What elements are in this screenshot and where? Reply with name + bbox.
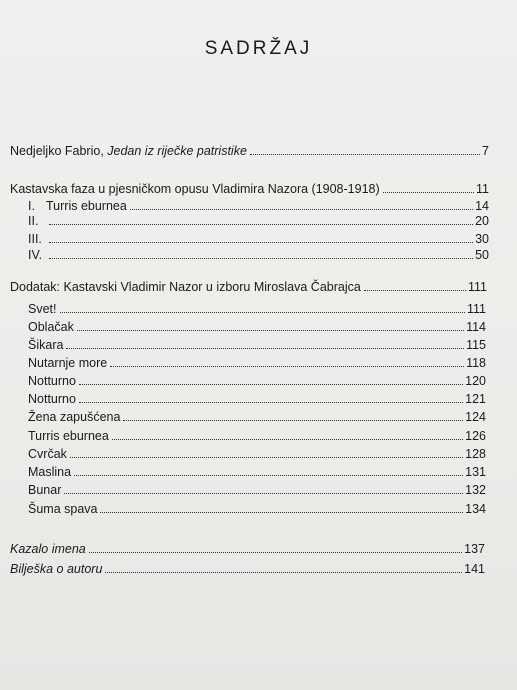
section-number: III. <box>28 232 42 246</box>
toc-subentry-iii <box>28 232 489 246</box>
dot-leader <box>89 552 462 553</box>
toc-poem-oblacak <box>28 320 486 334</box>
page-number: 20 <box>475 214 489 228</box>
page-number: 132 <box>465 483 486 497</box>
page-number: 14 <box>475 199 489 213</box>
page-title: SADRŽAJ <box>204 38 313 59</box>
entry-label: Cvrčak <box>28 447 67 461</box>
dot-leader <box>64 493 463 494</box>
page-number: 50 <box>475 248 489 262</box>
toc-poem-nutarnje-more <box>28 356 486 370</box>
dot-leader <box>130 209 473 210</box>
entry-label: Turris eburnea <box>46 199 127 213</box>
toc-poem-notturno-1 <box>28 374 486 388</box>
toc-entry-foreword <box>10 144 489 158</box>
entry-label: Svet! <box>28 302 57 316</box>
toc-poem-turris-eburnea <box>28 429 486 443</box>
dot-leader <box>250 154 480 155</box>
toc-subentry-iv <box>28 248 489 262</box>
dot-leader <box>123 420 463 421</box>
toc-entry-kazalo-imena <box>10 542 485 556</box>
dot-leader <box>49 224 473 225</box>
entry-label: Notturno <box>28 374 76 388</box>
toc-entry-kastavska-faza <box>10 182 489 196</box>
page-number: 7 <box>482 144 489 158</box>
dot-leader <box>66 348 464 349</box>
page-number: 141 <box>464 562 485 576</box>
entry-label: Oblačak <box>28 320 74 334</box>
page-number: 30 <box>475 232 489 246</box>
dot-leader <box>70 457 463 458</box>
dot-leader <box>49 242 473 243</box>
dot-leader <box>60 312 465 313</box>
entry-label: Turris eburnea <box>28 429 109 443</box>
page-number: 115 <box>466 338 486 352</box>
toc-poem-sikara <box>28 338 486 352</box>
toc-poem-suma-spava <box>28 502 486 516</box>
toc-entry-dodatak <box>10 280 487 294</box>
page-number: 128 <box>465 447 486 461</box>
toc-poem-bunar <box>28 483 486 497</box>
entry-label: Kazalo imena <box>10 542 86 556</box>
toc-poem-zena-zapuscena <box>28 410 486 424</box>
entry-title: Jedan iz riječke patristike <box>107 144 247 158</box>
entry-label: Notturno <box>28 392 76 406</box>
page-number: 120 <box>465 374 486 388</box>
toc-subentry-i <box>28 199 489 213</box>
page-number: 137 <box>464 542 485 556</box>
entry-label: Bunar <box>28 483 62 497</box>
dot-leader <box>112 439 463 440</box>
section-number: II. <box>28 214 39 228</box>
dot-leader <box>79 384 463 385</box>
dot-leader <box>105 572 462 573</box>
dot-leader <box>364 290 466 291</box>
page-number: 121 <box>465 392 486 406</box>
dot-leader <box>77 330 464 331</box>
dot-leader <box>383 192 474 193</box>
dot-leader <box>79 402 463 403</box>
page-number: 118 <box>466 356 486 370</box>
toc-poem-cvrcak <box>28 447 486 461</box>
dot-leader <box>74 475 463 476</box>
toc-poem-svet <box>28 302 486 316</box>
dot-leader <box>110 366 464 367</box>
section-number: IV. <box>28 248 43 262</box>
dot-leader <box>100 512 463 513</box>
page-number: 126 <box>465 429 486 443</box>
section-number: I. <box>28 199 35 213</box>
entry-label: Žena zapušćena <box>28 410 121 424</box>
entry-label: Kastavska faza u pjesničkom opusu Vladimira Nazora (1908-1918) <box>10 182 380 196</box>
toc-subentry-ii <box>28 214 489 228</box>
page-number: 124 <box>465 410 486 424</box>
page-number: 134 <box>465 502 486 516</box>
entry-author: Nedjeljko Fabrio, <box>10 144 108 158</box>
page-number: 131 <box>465 465 486 479</box>
page-number: 111 <box>466 302 486 316</box>
toc-poem-maslina <box>28 465 486 479</box>
dot-leader <box>49 258 473 259</box>
entry-label: Šuma spava <box>28 502 98 516</box>
entry-label: Dodatak: Kastavski Vladimir Nazor u izboru Miroslava Čabrajca <box>10 280 361 294</box>
toc-poem-notturno-2 <box>28 392 486 406</box>
page-number: 11 <box>476 182 489 196</box>
entry-label: Šikara <box>28 338 64 352</box>
entry-label: Bilješka o autoru <box>10 562 103 576</box>
page-number: 111 <box>467 280 487 294</box>
page-number: 114 <box>466 320 486 334</box>
entry-label: Maslina <box>28 465 72 479</box>
entry-label: Nutarnje more <box>28 356 108 370</box>
toc-entry-biljeska-o-autoru <box>10 562 485 576</box>
